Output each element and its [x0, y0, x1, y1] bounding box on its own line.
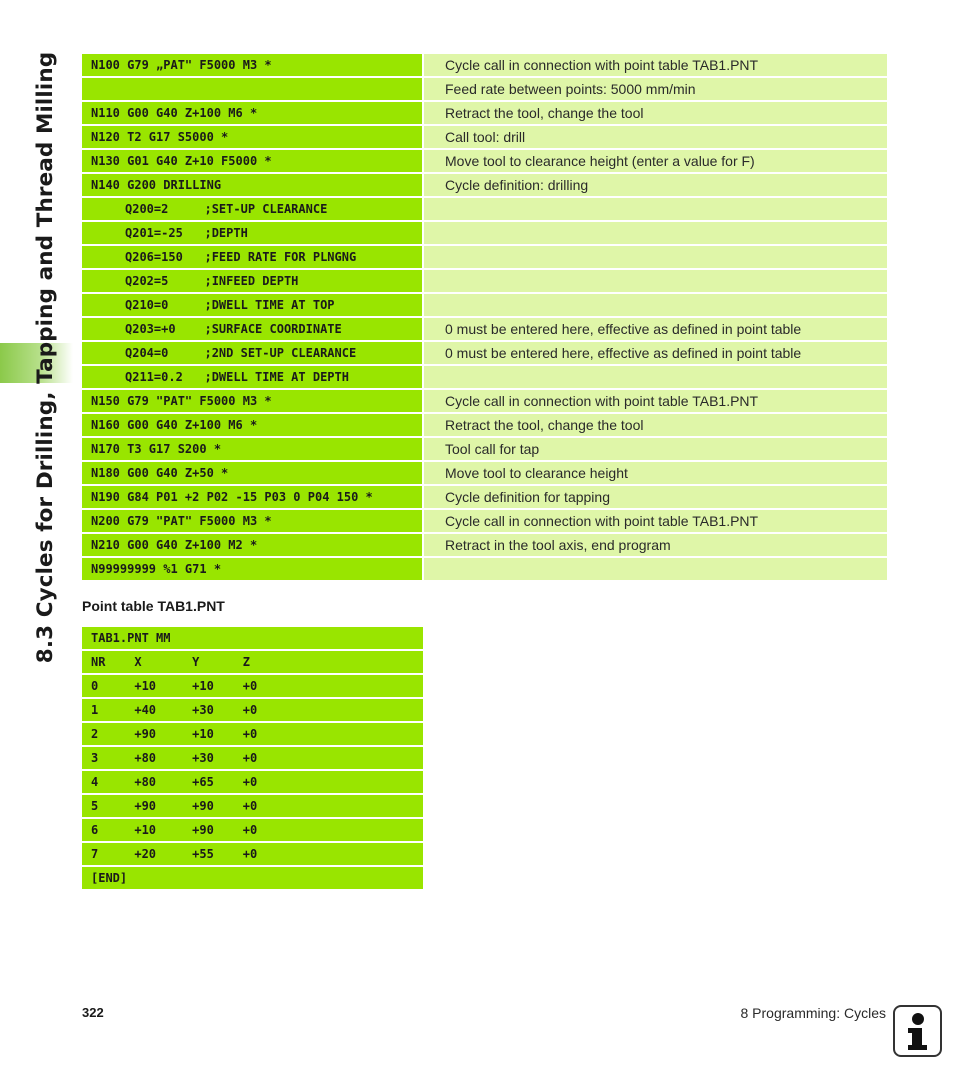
- program-row: [82, 78, 887, 100]
- program-row: [82, 294, 887, 316]
- comment-cell: [424, 270, 887, 292]
- program-row: [82, 198, 887, 220]
- program-row: [82, 174, 887, 196]
- point-table-row: 0 +10 +10 +0: [82, 675, 423, 697]
- nc-code-cell: N160 G00 G40 Z+100 M6 *: [82, 414, 422, 436]
- comment-cell: [424, 222, 887, 244]
- point-table-title: Point table TAB1.PNT: [82, 598, 225, 614]
- nc-code-cell: Q204=0 ;2ND SET-UP CLEARANCE: [82, 342, 422, 364]
- nc-code-cell: N190 G84 P01 +2 P02 -15 P03 0 P04 150 *: [82, 486, 422, 508]
- point-table-row: 7 +20 +55 +0: [82, 843, 423, 865]
- program-row: [82, 510, 887, 532]
- point-table-row: 5 +90 +90 +0: [82, 795, 423, 817]
- nc-code-cell: N210 G00 G40 Z+100 M2 *: [82, 534, 422, 556]
- program-row: [82, 462, 887, 484]
- program-row: [82, 558, 887, 580]
- nc-code-cell: N180 G00 G40 Z+50 *: [82, 462, 422, 484]
- program-row: [82, 102, 887, 124]
- nc-code-cell: Q210=0 ;DWELL TIME AT TOP: [82, 294, 422, 316]
- nc-code-cell: Q202=5 ;INFEED DEPTH: [82, 270, 422, 292]
- program-row: [82, 366, 887, 388]
- comment-cell: Retract the tool, change the tool: [424, 414, 887, 436]
- page-number: 322: [82, 1005, 104, 1020]
- point-table-row: TAB1.PNT MM: [82, 627, 423, 649]
- point-table-row: 6 +10 +90 +0: [82, 819, 423, 841]
- nc-code-cell: N99999999 %1 G71 *: [82, 558, 422, 580]
- comment-cell: Tool call for tap: [424, 438, 887, 460]
- comment-cell: Cycle call in connection with point table TAB1.PNT: [424, 510, 887, 532]
- program-row: [82, 270, 887, 292]
- program-row: [82, 318, 887, 340]
- nc-code-cell: N120 T2 G17 S5000 *: [82, 126, 422, 148]
- comment-cell: Cycle call in connection with point table TAB1.PNT: [424, 54, 887, 76]
- comment-cell: Feed rate between points: 5000 mm/min: [424, 78, 887, 100]
- comment-cell: [424, 198, 887, 220]
- nc-code-cell: N100 G79 „PAT" F5000 M3 *: [82, 54, 422, 76]
- comment-cell: 0 must be entered here, effective as defined in point table: [424, 318, 887, 340]
- comment-cell: Cycle call in connection with point table TAB1.PNT: [424, 390, 887, 412]
- comment-cell: [424, 558, 887, 580]
- program-row: [82, 54, 887, 76]
- program-row: [82, 150, 887, 172]
- comment-cell: Call tool: drill: [424, 126, 887, 148]
- nc-code-cell: Q211=0.2 ;DWELL TIME AT DEPTH: [82, 366, 422, 388]
- point-table-row: 2 +90 +10 +0: [82, 723, 423, 745]
- nc-code-cell: [82, 78, 422, 100]
- info-icon: [893, 1005, 942, 1057]
- nc-code-cell: Q200=2 ;SET-UP CLEARANCE: [82, 198, 422, 220]
- point-table-row: 1 +40 +30 +0: [82, 699, 423, 721]
- nc-code-cell: N110 G00 G40 Z+100 M6 *: [82, 102, 422, 124]
- nc-code-cell: N170 T3 G17 S200 *: [82, 438, 422, 460]
- nc-program-table: [82, 54, 887, 582]
- point-table: [82, 627, 423, 891]
- nc-code-cell: Q203=+0 ;SURFACE COORDINATE: [82, 318, 422, 340]
- comment-cell: Retract the tool, change the tool: [424, 102, 887, 124]
- nc-code-cell: N200 G79 "PAT" F5000 M3 *: [82, 510, 422, 532]
- comment-cell: Move tool to clearance height: [424, 462, 887, 484]
- comment-cell: Cycle definition for tapping: [424, 486, 887, 508]
- point-table-row: 3 +80 +30 +0: [82, 747, 423, 769]
- program-row: [82, 342, 887, 364]
- nc-code-cell: N150 G79 "PAT" F5000 M3 *: [82, 390, 422, 412]
- comment-cell: [424, 246, 887, 268]
- program-row: [82, 390, 887, 412]
- program-row: [82, 126, 887, 148]
- chapter-footer: 8 Programming: Cycles: [740, 1005, 886, 1021]
- comment-cell: [424, 294, 887, 316]
- nc-code-cell: N140 G200 DRILLING: [82, 174, 422, 196]
- program-row: [82, 414, 887, 436]
- program-row: [82, 438, 887, 460]
- comment-cell: Move tool to clearance height (enter a value for F): [424, 150, 887, 172]
- point-table-row: 4 +80 +65 +0: [82, 771, 423, 793]
- chapter-side-title: 8.3 Cycles for Drilling, Tapping and Thread Milling: [33, 51, 59, 663]
- nc-code-cell: Q201=-25 ;DEPTH: [82, 222, 422, 244]
- program-row: [82, 222, 887, 244]
- comment-cell: Cycle definition: drilling: [424, 174, 887, 196]
- point-table-row: NR X Y Z: [82, 651, 423, 673]
- program-row: [82, 486, 887, 508]
- comment-cell: Retract in the tool axis, end program: [424, 534, 887, 556]
- comment-cell: [424, 366, 887, 388]
- point-table-row: [END]: [82, 867, 423, 889]
- comment-cell: 0 must be entered here, effective as defined in point table: [424, 342, 887, 364]
- program-row: [82, 246, 887, 268]
- program-row: [82, 534, 887, 556]
- nc-code-cell: Q206=150 ;FEED RATE FOR PLNGNG: [82, 246, 422, 268]
- nc-code-cell: N130 G01 G40 Z+10 F5000 *: [82, 150, 422, 172]
